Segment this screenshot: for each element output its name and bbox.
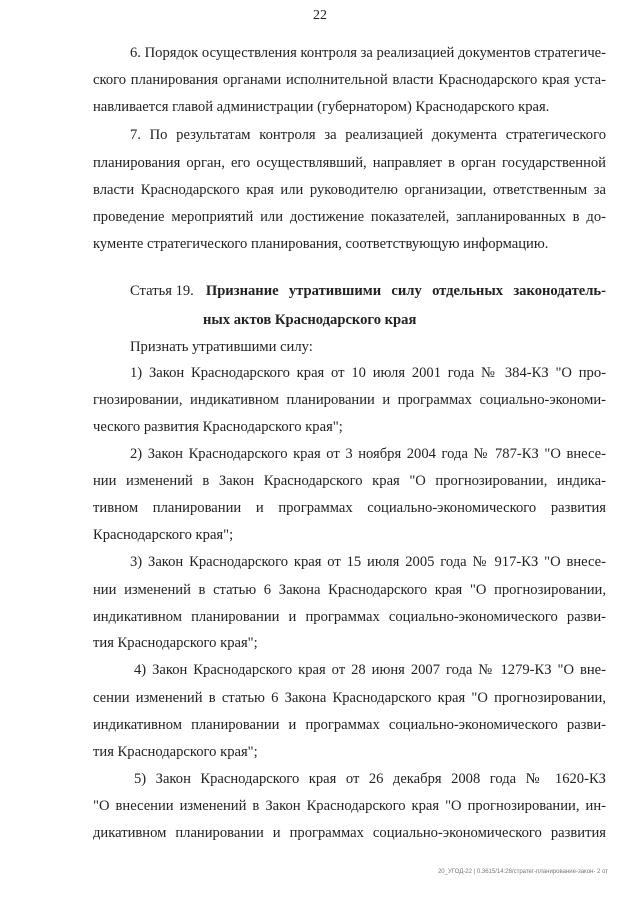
intro-text: Признать утратившими силу: xyxy=(130,339,313,355)
article-title-line-2: ных актов Краснодарского края xyxy=(203,312,417,328)
page-number: 22 xyxy=(313,8,327,23)
item-3-line-1: 3) Закон Краснодарского края от 15 июля 2005 года № 917-КЗ "О внесе- xyxy=(130,554,606,570)
paragraph-7-line-4: проведение мероприятий или достижение показателей, запланированных в до- xyxy=(93,209,606,225)
item-2-line-1: 2) Закон Краснодарского края от 3 ноября 2004 года № 787-КЗ "О внесе- xyxy=(130,446,606,462)
item-3-line-2: нии изменений в статью 6 Закона Краснодарского края "О прогнозировании, xyxy=(93,582,606,598)
paragraph-6-line-1: 6. Порядок осуществления контроля за реализацией документов стратегиче- xyxy=(130,45,606,61)
item-5-line-3: дикативном планировании и программах социально-экономического развития xyxy=(93,825,606,841)
item-2-line-4: Краснодарского края"; xyxy=(93,527,234,543)
item-2-line-3: тивном планировании и программах социально-экономического развития xyxy=(93,500,606,516)
item-4-line-4: тия Краснодарского края"; xyxy=(93,744,258,760)
article-heading xyxy=(130,282,606,300)
article-label: Статья 19. xyxy=(130,283,194,299)
item-4-line-2: сении изменений в статью 6 Закона Краснодарского края "О прогнозировании, xyxy=(93,690,606,706)
item-1-line-2: гнозировании, индикативном планировании и программах социально-экономи- xyxy=(93,392,606,408)
item-1-line-1: 1) Закон Краснодарского края от 10 июля 2001 года № 384-КЗ "О про- xyxy=(130,365,606,381)
item-3-line-3: индикативном планировании и программах социально-экономического разви- xyxy=(93,609,606,625)
paragraph-6-line-2: ского планирования органами исполнительной власти Краснодарского края уста- xyxy=(93,72,606,88)
item-4-line-1: 4) Закон Краснодарского края от 28 июня 2007 года № 1279-КЗ "О вне- xyxy=(134,662,606,678)
item-1-line-3: ческого развития Краснодарского края"; xyxy=(93,419,343,435)
paragraph-7-line-1: 7. По результатам контроля за реализацией документа стратегического xyxy=(130,127,606,143)
paragraph-7-line-3: власти Краснодарского края или руководителю организации, ответственным за xyxy=(93,182,606,198)
item-5-line-1: 5) Закон Краснодарского края от 26 декабря 2008 года № 1620-КЗ xyxy=(134,771,606,787)
item-3-line-4: тия Краснодарского края"; xyxy=(93,635,258,651)
article-title-line-1: Признание утратившими силу отдельных законодатель- xyxy=(205,283,606,299)
paragraph-6-line-3: навливается главой администрации (губернатором) Краснодарского края. xyxy=(93,99,550,115)
paragraph-7-line-2: планирования орган, его осуществлявший, направляет в орган государственной xyxy=(93,155,606,171)
item-2-line-2: нии изменений в Закон Краснодарского края "О прогнозировании, индика- xyxy=(93,473,606,489)
item-4-line-3: индикативном планировании и программах социально-экономического разви- xyxy=(93,717,606,733)
footer-filepath: 20_УГОД-22 | 0.3615/14:28/стратег-планирование-закон- 2 от xyxy=(437,869,608,875)
item-5-line-2: "О внесении изменений в Закон Краснодарского края "О прогнозировании, ин- xyxy=(93,798,606,814)
paragraph-7-line-5: кументе стратегического планирования, соответствующую информацию. xyxy=(93,236,549,252)
